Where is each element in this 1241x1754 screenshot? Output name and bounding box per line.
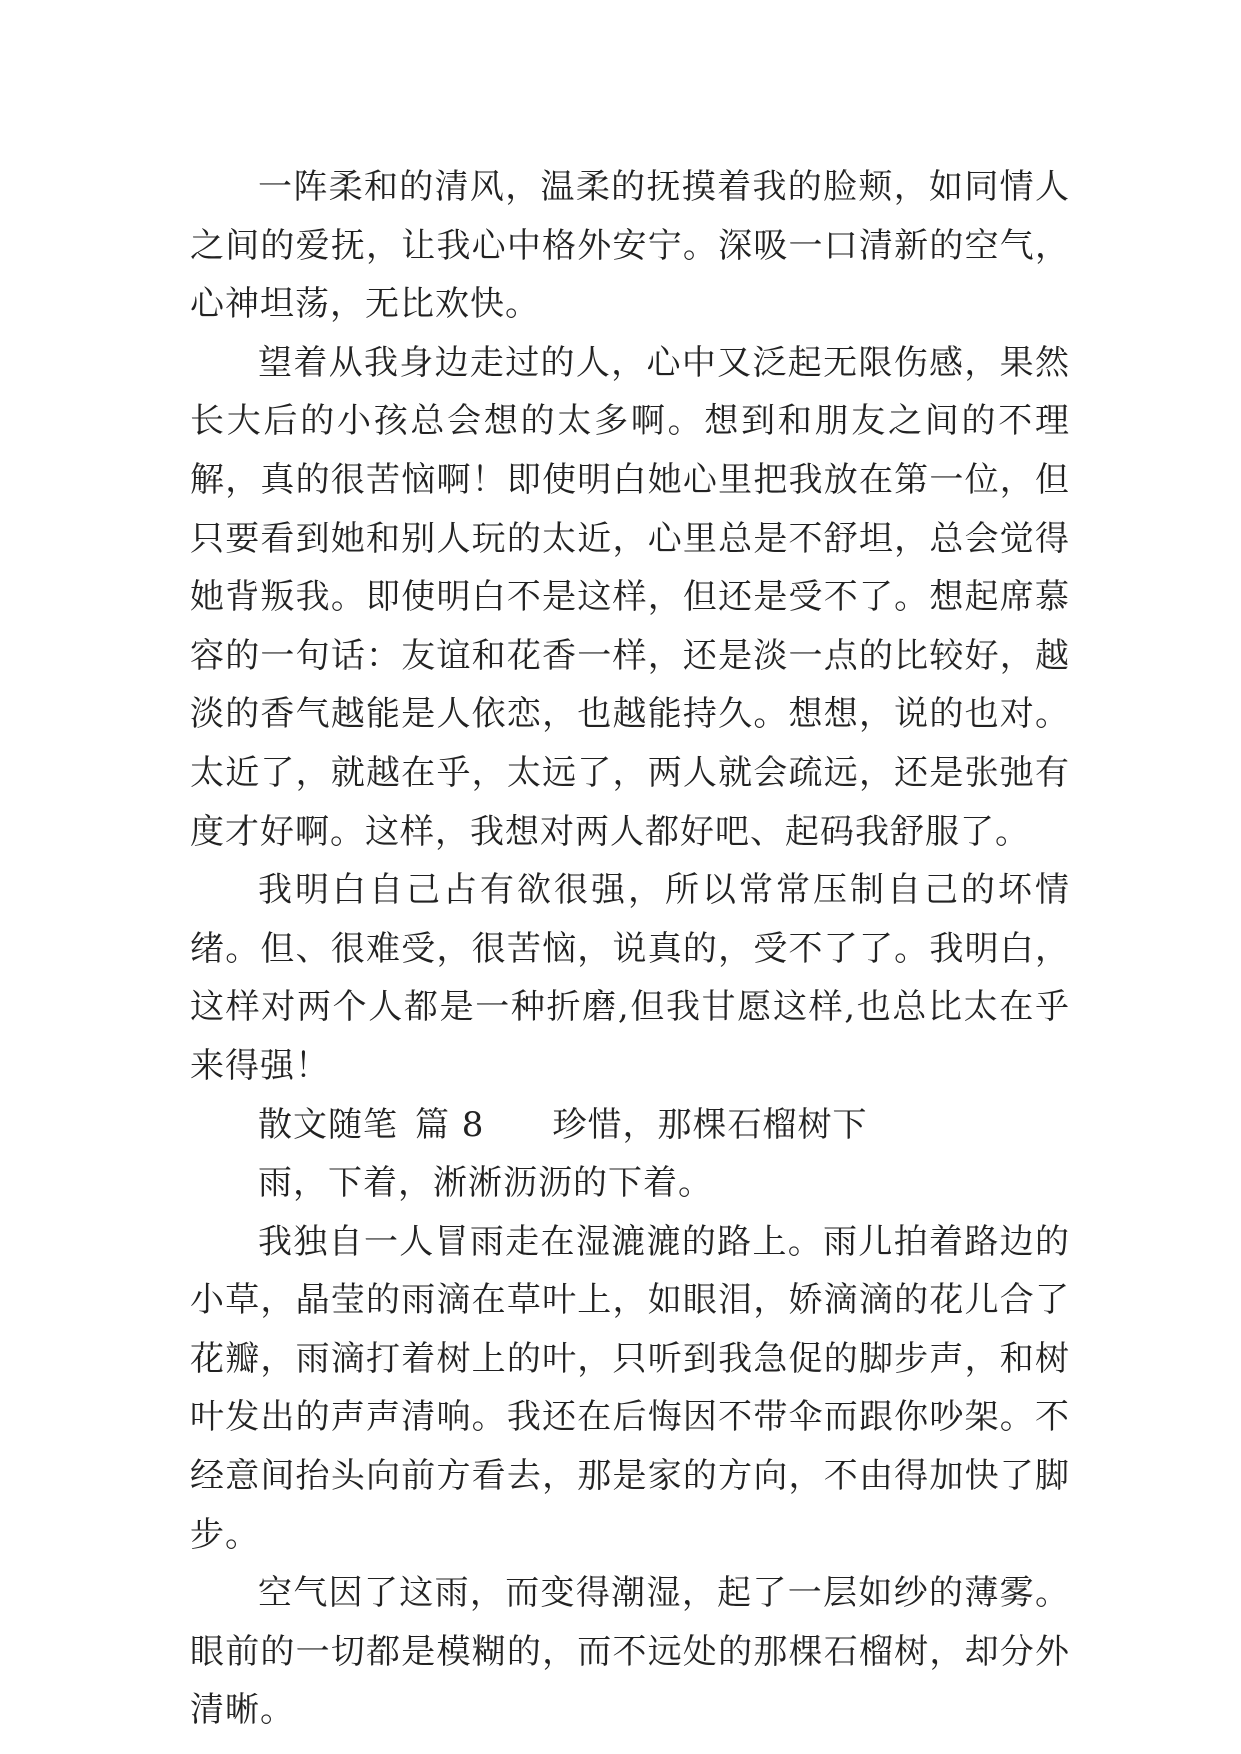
section-label: 散文随笔: [258, 1104, 398, 1145]
paragraph: 我明白自己占有欲很强，所以常常压制自己的坏情绪。但、很难受，很苦恼，说真的，受不了了。我明白，这样对两个人都是一种折磨,但我甘愿这样,也总比太在乎来得强！: [190, 870, 1070, 1086]
paragraph: 雨，下着，淅淅沥沥的下着。: [258, 1163, 713, 1204]
section-number: 篇 8: [415, 1104, 485, 1145]
paragraph: 一阵柔和的清风，温柔的抚摸着我的脸颊，如同情人之间的爱抚，让我心中格外安宁。深吸一口清新的空气，心神坦荡，无比欢快。: [190, 167, 1070, 325]
paragraph: 我独自一人冒雨走在湿漉漉的路上。雨儿拍着路边的小草，晶莹的雨滴在草叶上，如眼泪，娇滴滴的花儿合了花瓣，雨滴打着树上的叶，只听到我急促的脚步声，和树叶发出的声声清响。我还在后悔因不带伞而跟你吵架。不经意间抬头向前方看去，那是家的方向，不由得加快了脚步。: [190, 1221, 1070, 1555]
paragraph: 望着从我身边走过的人，心中又泛起无限伤感，果然长大后的小孩总会想的太多啊。想到和朋友之间的不理解，真的很苦恼啊！即使明白她心里把我放在第一位，但只要看到她和别人玩的太近，心里总是不舒坦，总会觉得她背叛我。即使明白不是这样，但还是受不了。想起席慕容的一句话：友谊和花香一样，还是淡一点的比较好，越淡的香气越能是人依恋，也越能持久。想想，说的也对。太近了，就越在乎，太远了，两人就会疏远，还是张弛有度才好啊。这样，我想对两人都好吧、起码我舒服了。: [190, 342, 1070, 852]
document-body: [190, 158, 1070, 1740]
section-title: 珍惜，那棵石榴树下: [552, 1104, 868, 1145]
section-heading: [190, 1096, 1070, 1155]
paragraph: 空气因了这雨，而变得潮湿，起了一层如纱的薄雾。眼前的一切都是模糊的，而不远处的那棵石榴树，却分外清晰。: [190, 1573, 1070, 1731]
